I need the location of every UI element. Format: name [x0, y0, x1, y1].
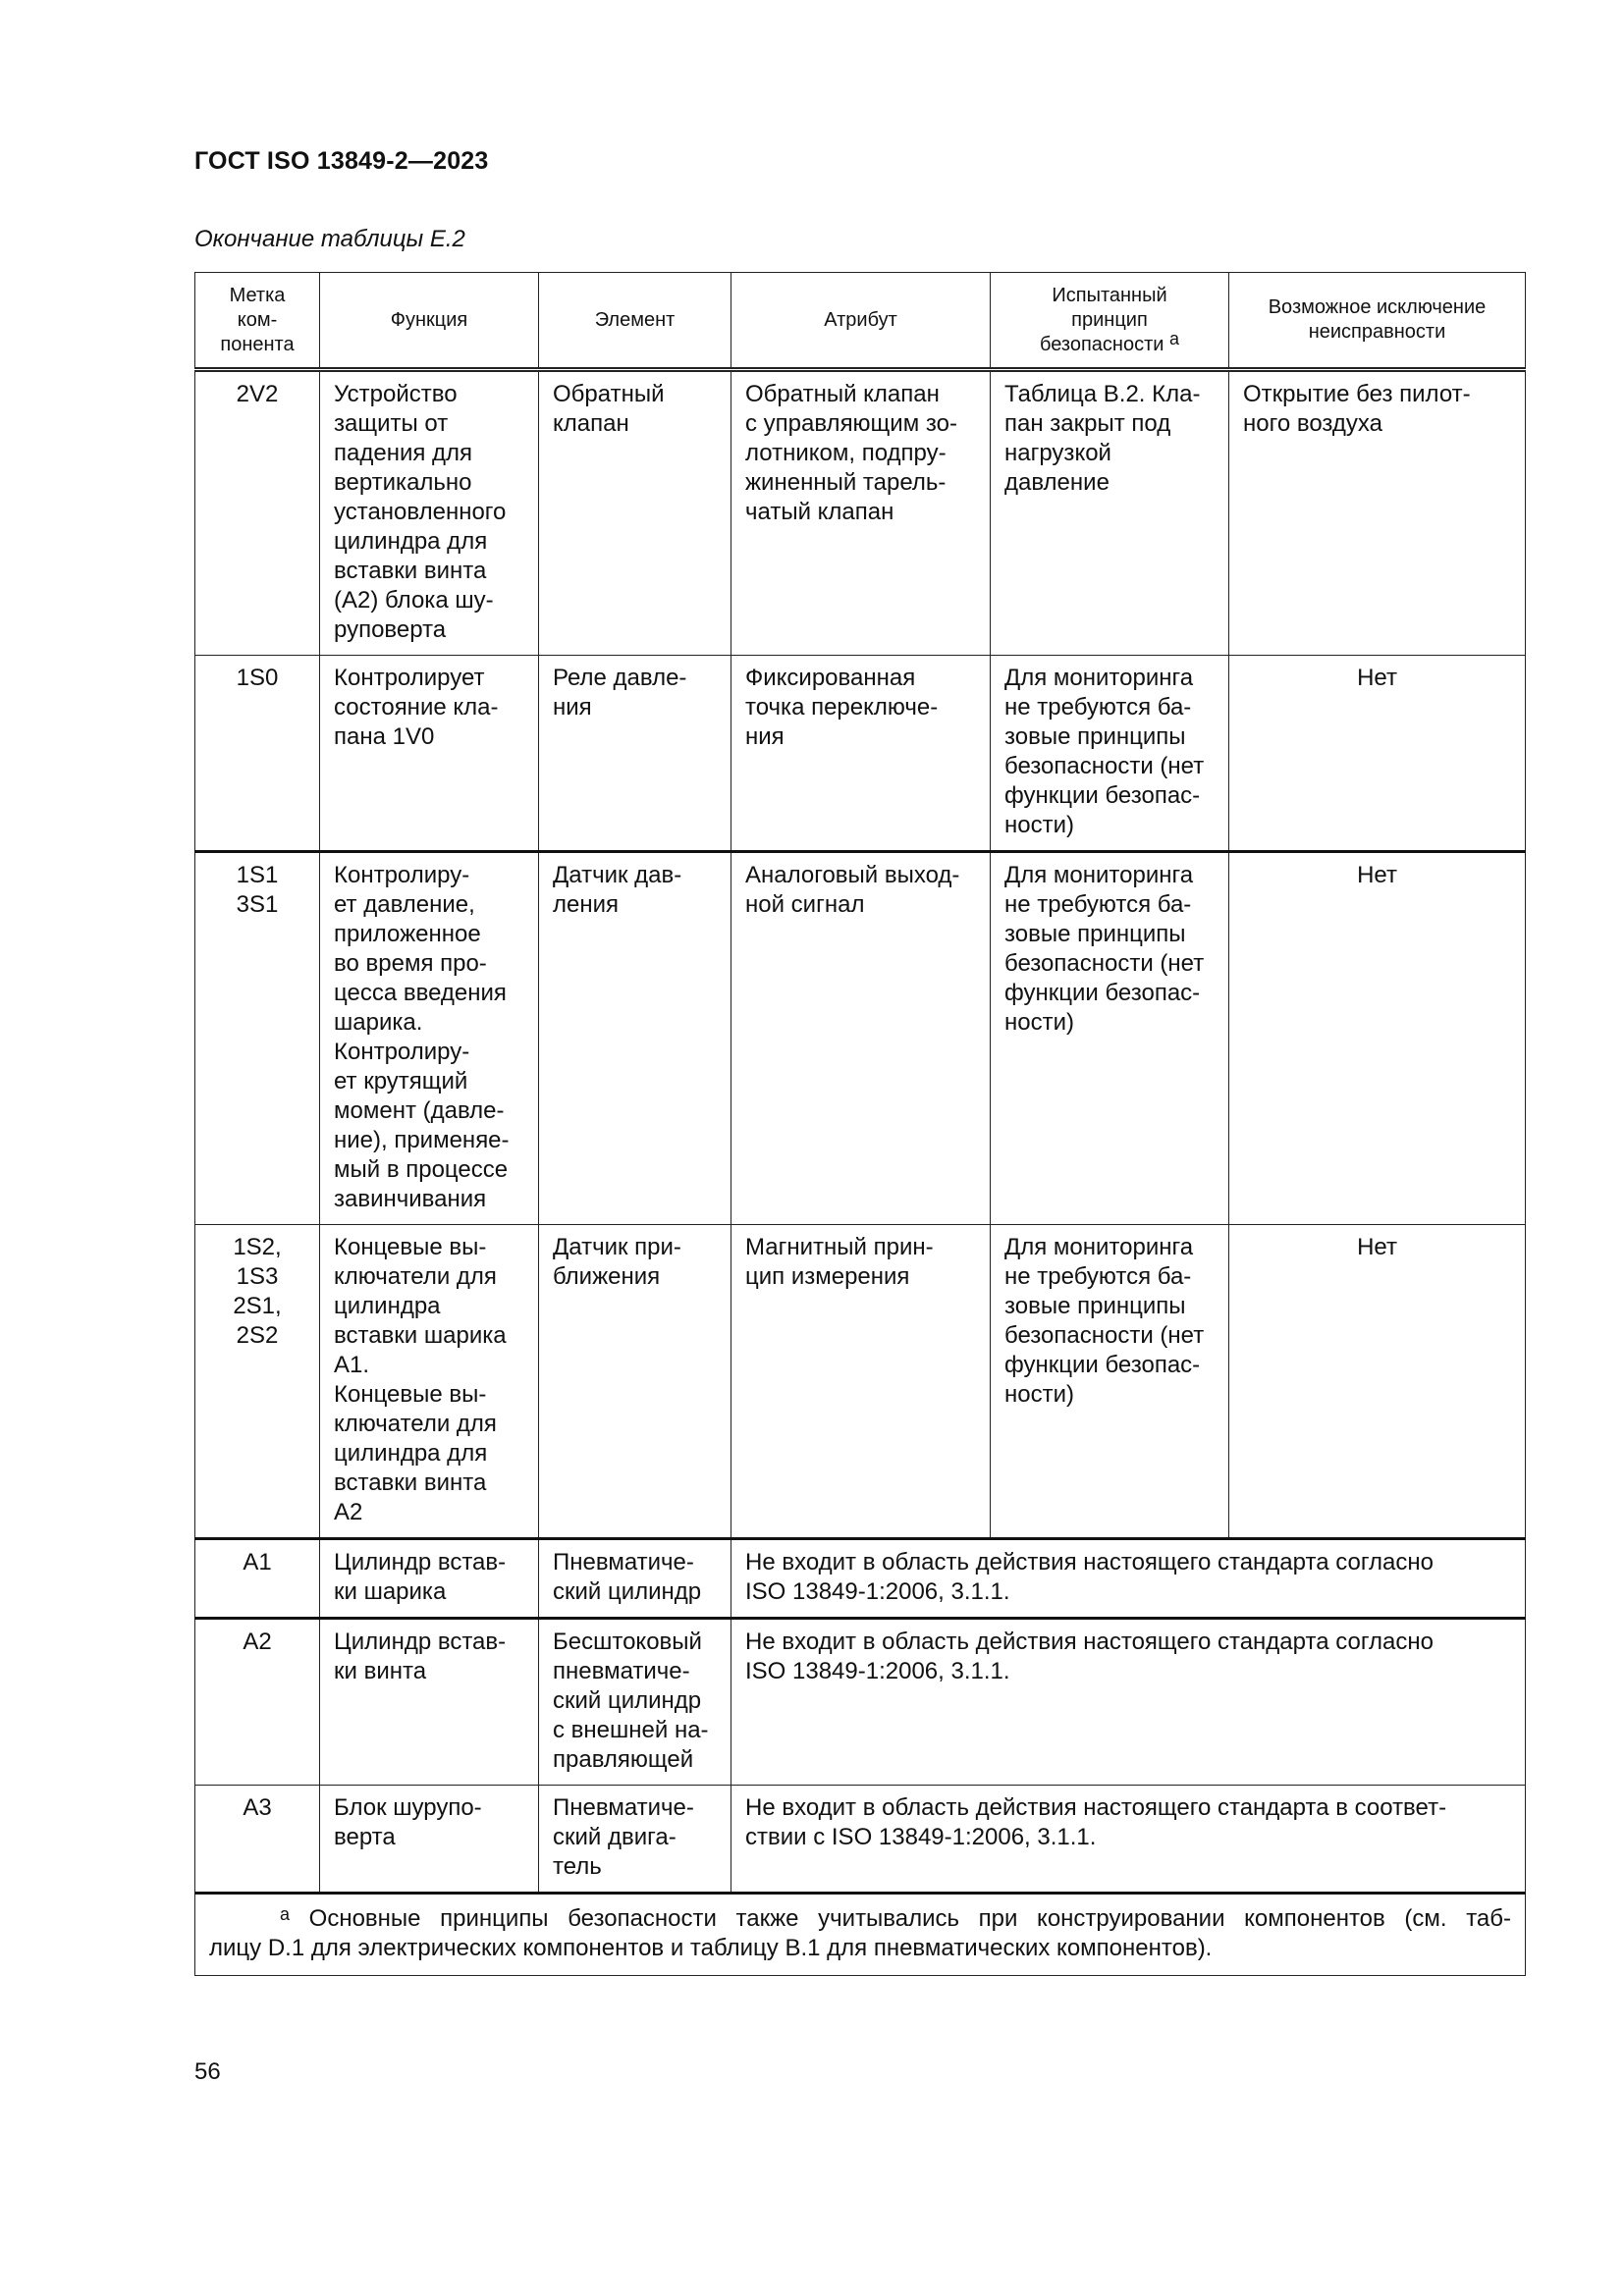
- cell-exclusion: Нет: [1229, 852, 1526, 1225]
- cell-mark: 1S0: [195, 656, 320, 852]
- cell-element: Пневматиче- ский двига- тель: [539, 1786, 731, 1894]
- cell-function: Блок шурупо- верта: [320, 1786, 539, 1894]
- header-attribute: Атрибут: [731, 273, 991, 370]
- cell-principle: Таблица В.2. Кла- пан закрыт под нагрузкой давление: [991, 370, 1229, 656]
- cell-exclusion: Нет: [1229, 656, 1526, 852]
- cell-function: Устройство защиты от падения для вертикально установленного цилиндра для вставки винта (А2) блока шу- руповерта: [320, 370, 539, 656]
- table-footnote: $^a$ Основные принципы безопасности также учитывались при конструировании компонентов (см. таб- лицу D.1 для электрических компонентов и таблицу В.1 для пневматических компонентов).: [195, 1894, 1526, 1976]
- cell-exclusion: Открытие без пилот- ного воздуха: [1229, 370, 1526, 656]
- footnote-marker: a: [280, 1904, 291, 1924]
- table-row: [195, 852, 1526, 1225]
- header-element: Элемент: [539, 273, 731, 370]
- table-caption: Окончание таблицы Е.2: [194, 226, 465, 252]
- cell-merged: Не входит в область действия настоящего стандарта согласно ISO 13849-1:2006, 3.1.1.: [731, 1619, 1526, 1786]
- cell-function: Цилиндр встав- ки винта: [320, 1619, 539, 1786]
- header-function: Функция: [320, 273, 539, 370]
- table-row: [195, 656, 1526, 852]
- cell-element: Датчик дав- ления: [539, 852, 731, 1225]
- cell-function: Концевые вы- ключатели для цилиндра вставки шарика А1. Концевые вы- ключатели для цилиндра для вставки винта А2: [320, 1225, 539, 1539]
- table-row: [195, 1619, 1526, 1786]
- components-table: [194, 272, 1526, 1976]
- table-row: [195, 1539, 1526, 1619]
- cell-mark: А3: [195, 1786, 320, 1894]
- cell-function: Цилиндр встав- ки шарика: [320, 1539, 539, 1619]
- header-fault-exclusion: Возможное исключение неисправности: [1229, 273, 1526, 370]
- cell-mark: А1: [195, 1539, 320, 1619]
- table-row: [195, 1786, 1526, 1894]
- document-header: ГОСТ ISO 13849-2—2023: [194, 147, 489, 175]
- cell-merged: Не входит в область действия настоящего стандарта в соответ- ствии с ISO 13849-1:2006, 3.1.1.: [731, 1786, 1526, 1894]
- table-row: [195, 370, 1526, 656]
- cell-attribute: Аналоговый выход- ной сигнал: [731, 852, 991, 1225]
- footnote-row: [195, 1894, 1526, 1976]
- header-component-mark: Метка ком- понента: [195, 273, 320, 370]
- cell-principle: Для мониторинга не требуются ба- зовые принципы безопасности (нет функции безопас- ности): [991, 1225, 1229, 1539]
- cell-principle: Для мониторинга не требуются ба- зовые принципы безопасности (нет функции безопас- ности): [991, 656, 1229, 852]
- cell-mark: 2V2: [195, 370, 320, 656]
- cell-element: Обратный клапан: [539, 370, 731, 656]
- cell-element: Реле давле- ния: [539, 656, 731, 852]
- cell-attribute: Магнитный прин- цип измерения: [731, 1225, 991, 1539]
- cell-function: Контролирует состояние кла- пана 1V0: [320, 656, 539, 852]
- cell-mark: 1S2, 1S3 2S1, 2S2: [195, 1225, 320, 1539]
- cell-principle: Для мониторинга не требуются ба- зовые принципы безопасности (нет функции безопас- ности): [991, 852, 1229, 1225]
- cell-merged: Не входит в область действия настоящего стандарта согласно ISO 13849-1:2006, 3.1.1.: [731, 1539, 1526, 1619]
- cell-attribute: Фиксированная точка переключе- ния: [731, 656, 991, 852]
- cell-attribute: Обратный клапан с управляющим зо- лотником, подпру- жиненный тарель- чатый клапан: [731, 370, 991, 656]
- header-safety-principle: Испытанный принцип безопасности $^a$: [991, 273, 1229, 370]
- table-header-row: [195, 273, 1526, 370]
- page-number: 56: [194, 2058, 221, 2085]
- cell-element: Бесштоковый пневматиче- ский цилиндр с внешней на- правляющей: [539, 1619, 731, 1786]
- cell-function: Контролиру- ет давление, приложенное во время про- цесса введения шарика. Контролиру- ет крутящий момент (давле- ние), применяе- мый в процессе завинчивания: [320, 852, 539, 1225]
- cell-element: Датчик при- ближения: [539, 1225, 731, 1539]
- cell-exclusion: Нет: [1229, 1225, 1526, 1539]
- table-row: [195, 1225, 1526, 1539]
- cell-mark: 1S1 3S1: [195, 852, 320, 1225]
- cell-element: Пневматиче- ский цилиндр: [539, 1539, 731, 1619]
- cell-mark: А2: [195, 1619, 320, 1786]
- footnote-marker: a: [1168, 328, 1179, 348]
